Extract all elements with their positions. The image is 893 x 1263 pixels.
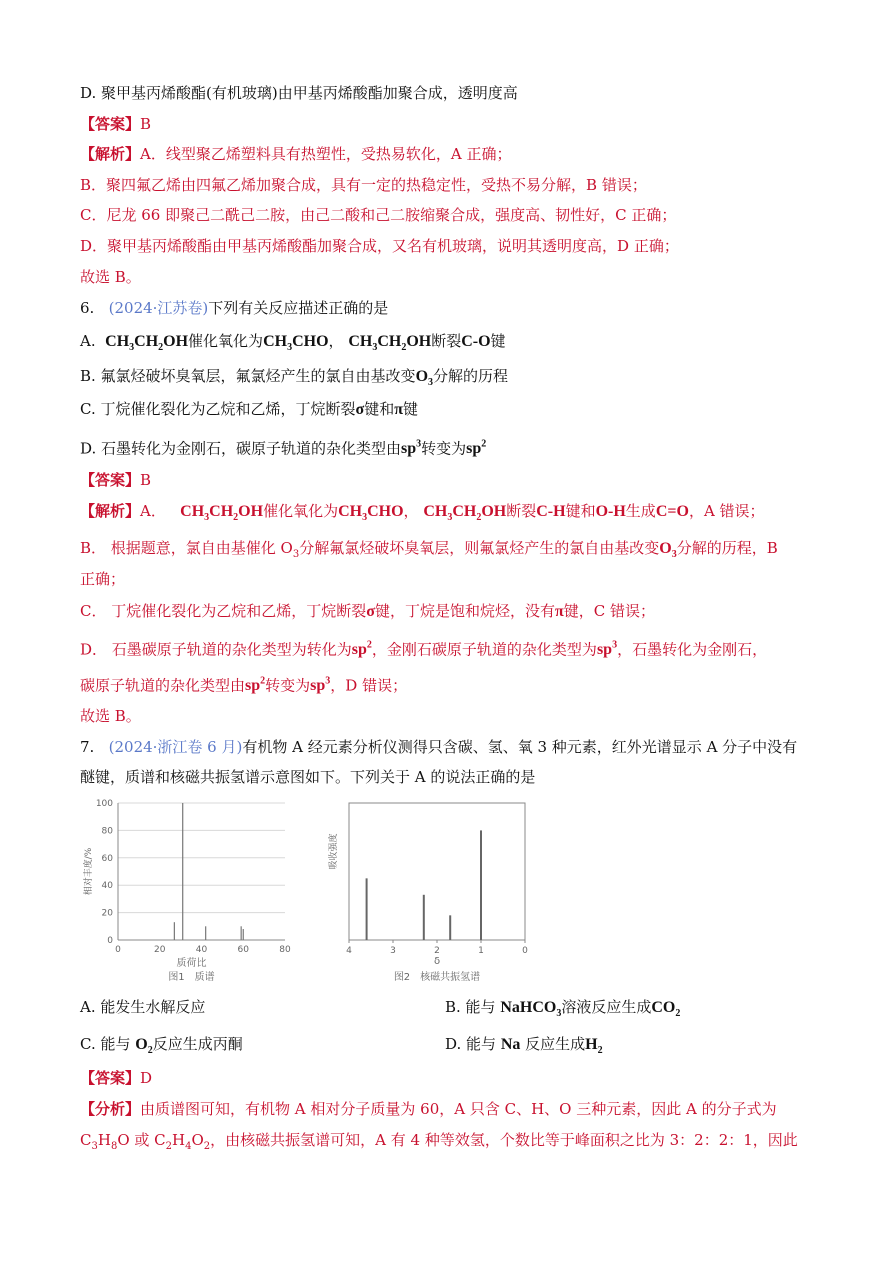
x-tick-label: 3 — [390, 946, 396, 956]
y-tick-label: 40 — [101, 881, 113, 892]
y-tick-label: 60 — [101, 853, 113, 864]
x-tick-label: 0 — [115, 945, 121, 955]
formula-ethanol: $CH_3CH_2OH$ — [348, 333, 432, 354]
chart-title: 图1 质谱 — [168, 972, 215, 983]
analysis-7a: 【分析】由质谱图可知，有机物 A 相对分子质量为 60，A 只含 C、H、O 三种元素，因此 A 的分子式为 — [80, 1100, 777, 1118]
option-7b: B. 能与 NaHCO$_3$溶液反应生成$CO_2$ — [445, 998, 681, 1020]
conclusion-5: 故选 B。 — [80, 268, 141, 286]
conclusion-6: 故选 B。 — [80, 707, 141, 725]
nmr-spectrum-chart — [325, 795, 530, 989]
analysis-6d: D． 石墨碳原子轨道的杂化类型为转化为$sp^2$，金刚石碳原子轨道的杂化类型为$sp^3$，石墨转化为金刚石， — [80, 640, 768, 659]
answer-6: 【答案】B — [80, 471, 152, 489]
analysis-label: 【解析】 — [80, 145, 141, 163]
x-tick-label: 0 — [522, 946, 528, 956]
x-tick-label: 40 — [195, 945, 208, 955]
analysis-5b: B．聚四氟乙烯由四氟乙烯加聚合成，具有一定的热稳定性，受热不易分解，B 错误； — [80, 176, 647, 194]
analysis-5c: C．尼龙 66 即聚己二酰己二胺，由己二酸和己二胺缩聚合成，强度高、韧性好，C 正确； — [80, 206, 677, 224]
question-6 — [80, 297, 388, 319]
option-6b: B. 氟氯烃破坏臭氧层，氟氯烃产生的氯自由基改变$O_3$分解的历程 — [80, 367, 509, 389]
option-6d: D. 石墨转化为金刚石，碳原子轨道的杂化类型由$sp^3$转变为$sp^2$ — [80, 439, 487, 458]
answer-7: 【答案】D — [80, 1069, 153, 1087]
option-7c: C. 能与 $O_2$反应生成丙酮 — [80, 1035, 243, 1057]
x-tick-label: 80 — [279, 945, 291, 955]
answer-label: 【答案】 — [80, 115, 141, 133]
x-tick-label: 4 — [346, 946, 352, 956]
question-number: 6. — [80, 299, 95, 317]
answer-value: B — [140, 471, 152, 489]
x-tick-label: 2 — [434, 946, 440, 956]
question-source: (2024·江苏卷) — [108, 299, 209, 317]
mass-spectrum-svg — [80, 795, 295, 985]
analysis-6d-cont: 碳原子轨道的杂化类型由$sp^2$转变为$sp^3$，D 错误； — [80, 676, 408, 695]
question-7-cont: 醚键，质谱和核磁共振氢谱示意图如下。下列关于 A 的说法正确的是 — [80, 768, 536, 786]
answer-5 — [80, 113, 151, 135]
analysis-5a — [80, 143, 511, 165]
analysis-6b: B． 根据题意，氯自由基催化 $O_3$分解氟氯烃破坏臭氧层，则氟氯烃产生的氯自由基改变$O_3$分解的历程，B — [80, 539, 778, 561]
pi-symbol: π — [394, 401, 403, 418]
option-7d: D. 能与 Na 反应生成$H_2$ — [445, 1035, 603, 1057]
analysis-text: A．线型聚乙烯塑料具有热塑性，受热易软化，A 正确； — [140, 145, 512, 163]
question-stem: 下列有关反应描述正确的是 — [208, 299, 389, 317]
y-tick-label: 80 — [101, 826, 113, 837]
hybrid-sp2: $sp^2$ — [466, 439, 487, 458]
y-tick-label: 0 — [107, 936, 113, 946]
formula-ethanol: $CH_3CH_2OH$ — [105, 333, 189, 354]
analysis-6a: 【解析】A． $CH_3CH_2OH$催化氧化为$CH_3CHO$， $CH_3CH_2OH$断裂C-H键和O-H生成C=O，A 错误； — [80, 502, 765, 524]
answer-value: B — [140, 115, 152, 133]
question-7: 7. (2024·浙江卷 6 月)有机物 A 经元素分析仪测得只含碳、氢、氧 3 种元素，红外光谱显示 A 分子中没有 — [80, 738, 798, 756]
option-5d: D. 聚甲基丙烯酸酯(有机玻璃)由甲基丙烯酸酯加聚合成，透明度高 — [80, 84, 518, 102]
y-axis-label: 相对丰度/% — [84, 847, 94, 896]
sigma-symbol: σ — [355, 401, 365, 418]
option-7a: A. 能发生水解反应 — [80, 998, 206, 1016]
x-tick-label: 60 — [237, 945, 249, 955]
option-6c: C. 丁烷催化裂化为乙烷和乙烯，丁烷断裂σ键和π键 — [80, 400, 418, 418]
x-tick-label: 20 — [154, 945, 166, 955]
analysis-6b-cont: 正确； — [80, 570, 126, 588]
y-axis-label: 吸收强度 — [329, 833, 339, 870]
formula-acetaldehyde: $CH_3CHO$ — [263, 333, 329, 354]
y-tick-label: 20 — [101, 908, 113, 919]
chart-title: 图2 核磁共振氢谱 — [393, 972, 481, 983]
x-axis-label: 质荷比 — [176, 958, 207, 969]
hybrid-sp3: $sp^3$ — [401, 439, 422, 458]
question-source: (2024·浙江卷 6 月) — [108, 738, 243, 756]
formula-ozone: $O_3$ — [415, 368, 434, 389]
bond-co: C-O — [461, 333, 491, 350]
plot-frame — [349, 803, 525, 940]
y-tick-label: 100 — [95, 799, 113, 809]
mass-spectrum-chart — [80, 795, 295, 989]
analysis-5d: D．聚甲基丙烯酸酯由甲基丙烯酸酯加聚合成，又名有机玻璃，说明其透明度高，D 正确； — [80, 237, 679, 255]
nmr-spectrum-svg — [325, 795, 530, 985]
option-6a: A. $CH_3CH_2OH$催化氧化为$CH_3CHO$， $CH_3CH_2OH$断裂C-O键 — [80, 332, 506, 354]
analysis-6c: C． 丁烷催化裂化为乙烷和乙烯，丁烷断裂σ键，丁烷是饱和烷烃，没有π键，C 错误； — [80, 602, 655, 620]
analysis-7b: $C_3H_8O$ 或 $C_2H_4O_2$，由核磁共振氢谱可知，A 有 4 种等效氢，个数比等于峰面积之比为 3：2：2：1，因此 — [80, 1131, 798, 1152]
x-axis-label: δ — [433, 956, 441, 967]
x-tick-label: 1 — [478, 946, 484, 956]
